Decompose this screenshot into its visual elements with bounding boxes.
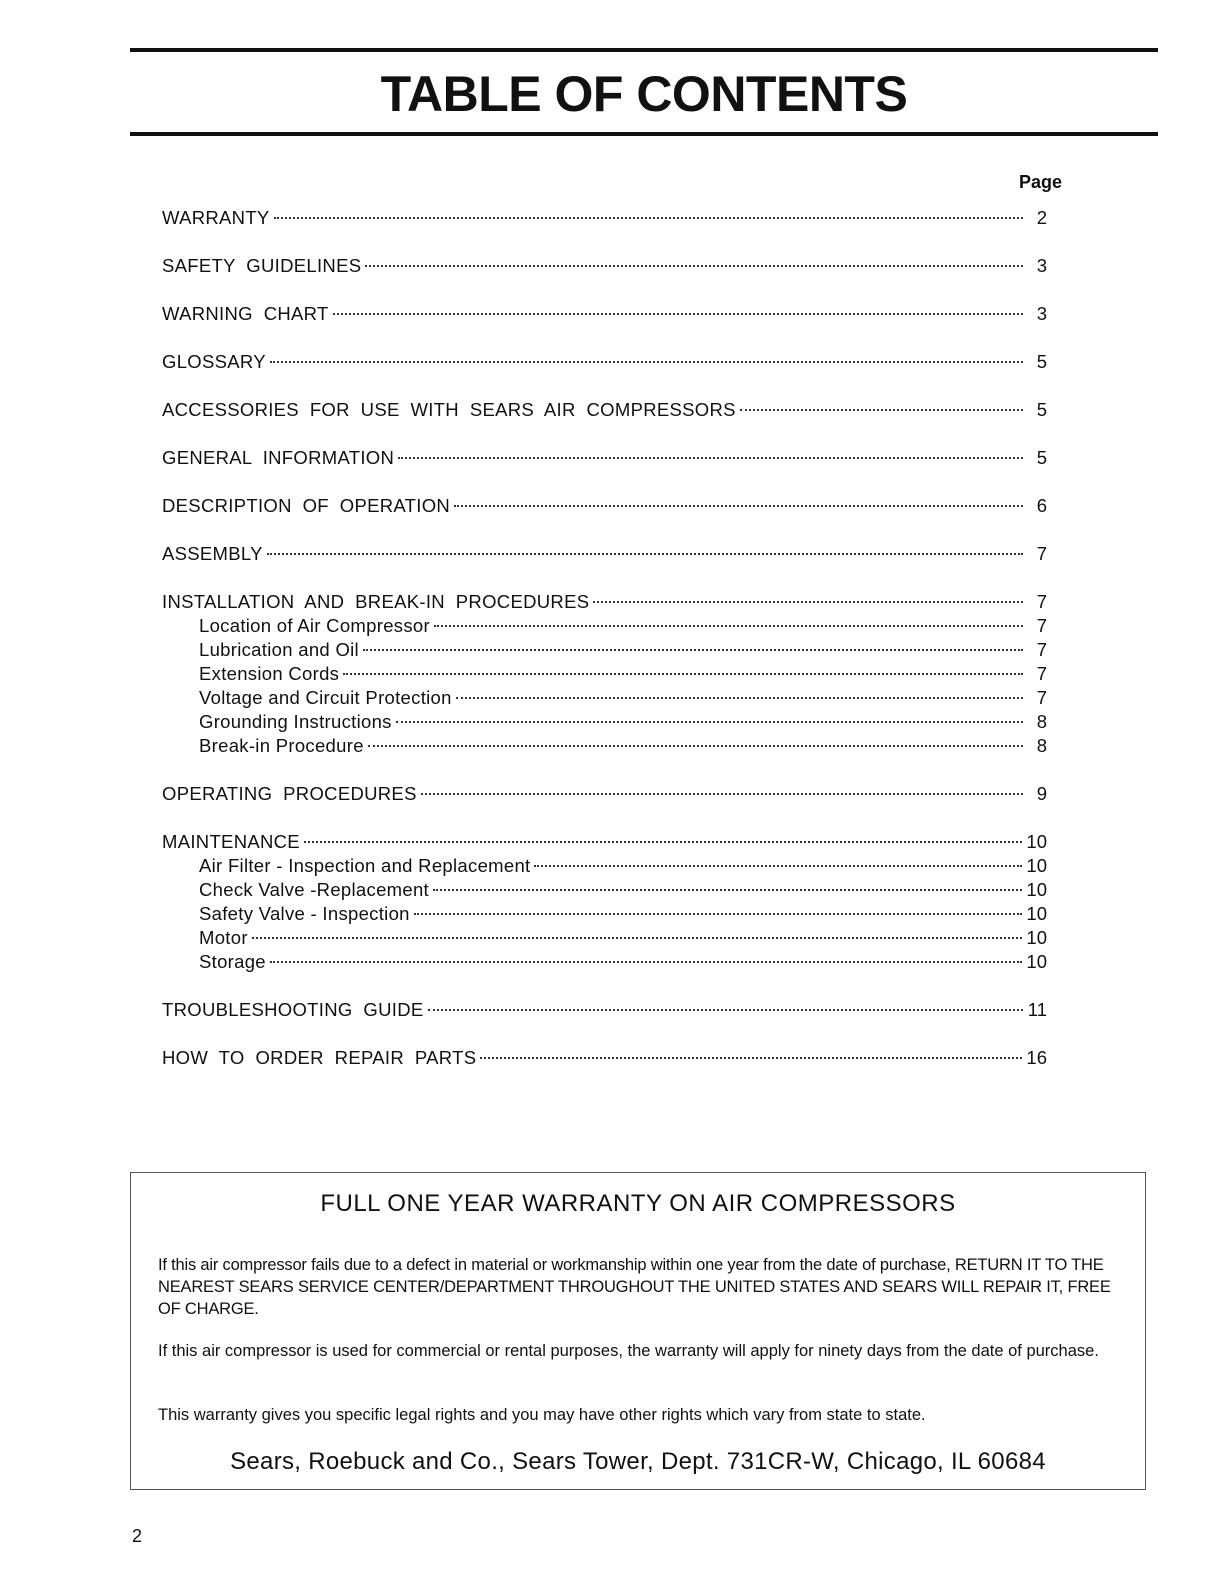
dot-leader bbox=[593, 601, 1023, 603]
toc-entry-label: Motor bbox=[199, 927, 248, 948]
toc-group bbox=[162, 494, 1047, 518]
toc-entry-page: 5 bbox=[1036, 399, 1047, 420]
toc-entry-label: INSTALLATION AND BREAK-IN PROCEDURES bbox=[162, 591, 590, 612]
toc-entry-page: 6 bbox=[1036, 495, 1047, 516]
dot-leader bbox=[274, 217, 1023, 219]
toc-entry-label: MAINTENANCE bbox=[162, 831, 300, 852]
toc-entry-label: DESCRIPTION OF OPERATION bbox=[162, 495, 451, 516]
toc-entry-label: GENERAL INFORMATION bbox=[162, 447, 395, 468]
toc-group bbox=[162, 350, 1047, 374]
toc-entry-page: 7 bbox=[1036, 543, 1047, 564]
dot-leader bbox=[343, 673, 1023, 675]
toc-entry-page: 10 bbox=[1026, 927, 1047, 948]
toc-group bbox=[162, 446, 1047, 470]
toc-entry-page: 16 bbox=[1026, 1047, 1047, 1068]
toc-entry bbox=[162, 782, 1047, 806]
toc-entry-label: WARRANTY bbox=[162, 207, 270, 228]
toc-entry-label: Voltage and Circuit Protection bbox=[199, 687, 452, 708]
toc-entry-label: OPERATING PROCEDURES bbox=[162, 783, 417, 804]
toc-entry-page: 8 bbox=[1036, 711, 1047, 732]
toc-entry-page: 10 bbox=[1026, 831, 1047, 852]
toc-entry-page: 7 bbox=[1036, 591, 1047, 612]
dot-leader bbox=[454, 505, 1023, 507]
toc-entry-page: 5 bbox=[1036, 351, 1047, 372]
toc-entry bbox=[162, 206, 1047, 230]
toc-entry-page: 11 bbox=[1027, 999, 1047, 1020]
toc-subentry bbox=[162, 710, 1047, 734]
dot-leader bbox=[363, 649, 1023, 651]
toc-subentry bbox=[162, 950, 1047, 974]
dot-leader bbox=[252, 937, 1023, 939]
toc-entry-label: Location of Air Compressor bbox=[199, 615, 430, 636]
toc-entry-page: 10 bbox=[1026, 855, 1047, 876]
dot-leader bbox=[368, 745, 1023, 747]
toc-group bbox=[162, 398, 1047, 422]
toc-entry-page: 10 bbox=[1026, 879, 1047, 900]
toc-entry-page: 5 bbox=[1036, 447, 1047, 468]
toc-entry bbox=[162, 494, 1047, 518]
toc-group bbox=[162, 302, 1047, 326]
page-number: 2 bbox=[132, 1526, 143, 1546]
warranty-paragraph-2: If this air compressor is used for commercial or rental purposes, the warranty will apply for ninety days from the date of purchase. bbox=[158, 1342, 1099, 1360]
toc-entry bbox=[162, 302, 1047, 326]
toc-entry-label: Safety Valve - Inspection bbox=[199, 903, 410, 924]
toc-entry-page: 10 bbox=[1026, 903, 1047, 924]
toc-entry-page: 7 bbox=[1036, 687, 1047, 708]
dot-leader bbox=[414, 913, 1023, 915]
table-of-contents bbox=[162, 206, 1047, 1094]
toc-subentry bbox=[162, 878, 1047, 902]
toc-entry-label: ACCESSORIES FOR USE WITH SEARS AIR COMPRESSORS bbox=[162, 399, 736, 420]
toc-group bbox=[162, 542, 1047, 566]
toc-entry-label: Check Valve -Replacement bbox=[199, 879, 429, 900]
toc-entry-label: TROUBLESHOOTING GUIDE bbox=[162, 999, 424, 1020]
toc-entry-page: 7 bbox=[1036, 615, 1047, 636]
toc-entry-label: GLOSSARY bbox=[162, 351, 266, 372]
toc-entry-label: Break-in Procedure bbox=[199, 735, 364, 756]
dot-leader bbox=[456, 697, 1023, 699]
dot-leader bbox=[365, 265, 1023, 267]
toc-entry bbox=[162, 254, 1047, 278]
dot-leader bbox=[480, 1057, 1022, 1059]
toc-entry bbox=[162, 1046, 1047, 1070]
dot-leader bbox=[434, 625, 1023, 627]
toc-group bbox=[162, 1046, 1047, 1070]
page-title: TABLE OF CONTENTS bbox=[380, 66, 908, 122]
toc-entry-label: Grounding Instructions bbox=[199, 711, 392, 732]
toc-group bbox=[162, 206, 1047, 230]
dot-leader bbox=[428, 1009, 1023, 1011]
toc-entry-page: 9 bbox=[1036, 783, 1047, 804]
toc-group bbox=[162, 998, 1047, 1022]
toc-entry-label: ASSEMBLY bbox=[162, 543, 263, 564]
dot-leader bbox=[740, 409, 1023, 411]
toc-entry bbox=[162, 398, 1047, 422]
dot-leader bbox=[270, 961, 1023, 963]
toc-entry-page: 3 bbox=[1036, 255, 1047, 276]
dot-leader bbox=[396, 721, 1023, 723]
toc-entry bbox=[162, 542, 1047, 566]
toc-entry-page: 10 bbox=[1026, 951, 1047, 972]
warranty-paragraph-3: This warranty gives you specific legal rights and you may have other rights which vary from state to state. bbox=[158, 1406, 926, 1424]
dot-leader bbox=[267, 553, 1023, 555]
toc-entry-page: 3 bbox=[1036, 303, 1047, 324]
toc-subentry bbox=[162, 902, 1047, 926]
dot-leader bbox=[534, 865, 1022, 867]
toc-entry-label: Extension Cords bbox=[199, 663, 340, 684]
toc-group bbox=[162, 254, 1047, 278]
dot-leader bbox=[333, 313, 1023, 315]
dot-leader bbox=[304, 841, 1022, 843]
toc-subentry bbox=[162, 734, 1047, 758]
warranty-title: FULL ONE YEAR WARRANTY ON AIR COMPRESSORS bbox=[320, 1190, 956, 1217]
toc-entry-label: Storage bbox=[199, 951, 266, 972]
toc-entry bbox=[162, 590, 1047, 614]
warranty-address: Sears, Roebuck and Co., Sears Tower, Dept. 731CR-W, Chicago, IL 60684 bbox=[230, 1448, 1046, 1475]
toc-group bbox=[162, 782, 1047, 806]
warranty-paragraph-1: If this air compressor fails due to a defect in material or workmanship within one year from the date of purchase, RETURN IT TO THE NEAREST SEARS SERVICE CENTER/DEPARTMENT THROUGHOUT THE UNITED STATES AND SEARS WILL REPAIR IT, FREE OF CHARGE. bbox=[158, 1256, 1111, 1318]
toc-entry-label: Lubrication and Oil bbox=[199, 639, 359, 660]
toc-entry-page: 7 bbox=[1036, 639, 1047, 660]
toc-entry-label: SAFETY GUIDELINES bbox=[162, 255, 362, 276]
toc-entry bbox=[162, 350, 1047, 374]
toc-entry-label: Air Filter - Inspection and Replacement bbox=[199, 855, 531, 876]
toc-group bbox=[162, 590, 1047, 758]
toc-subentry bbox=[162, 686, 1047, 710]
toc-entry bbox=[162, 998, 1047, 1022]
dot-leader bbox=[433, 889, 1022, 891]
toc-subentry bbox=[162, 638, 1047, 662]
dot-leader bbox=[270, 361, 1023, 363]
toc-subentry bbox=[162, 854, 1047, 878]
toc-subentry bbox=[162, 662, 1047, 686]
toc-entry-page: 8 bbox=[1036, 735, 1047, 756]
warranty-box bbox=[130, 1172, 1146, 1490]
toc-entry-page: 2 bbox=[1036, 207, 1047, 228]
page-column-header: Page bbox=[1018, 172, 1062, 192]
toc-subentry bbox=[162, 926, 1047, 950]
toc-entry bbox=[162, 830, 1047, 854]
dot-leader bbox=[398, 457, 1023, 459]
top-rule bbox=[130, 48, 1158, 52]
toc-entry-label: HOW TO ORDER REPAIR PARTS bbox=[162, 1047, 477, 1068]
dot-leader bbox=[421, 793, 1023, 795]
toc-entry bbox=[162, 446, 1047, 470]
title-underline-rule bbox=[130, 132, 1158, 136]
toc-group bbox=[162, 830, 1047, 974]
toc-entry-label: WARNING CHART bbox=[162, 303, 329, 324]
toc-entry-page: 7 bbox=[1036, 663, 1047, 684]
toc-subentry bbox=[162, 614, 1047, 638]
